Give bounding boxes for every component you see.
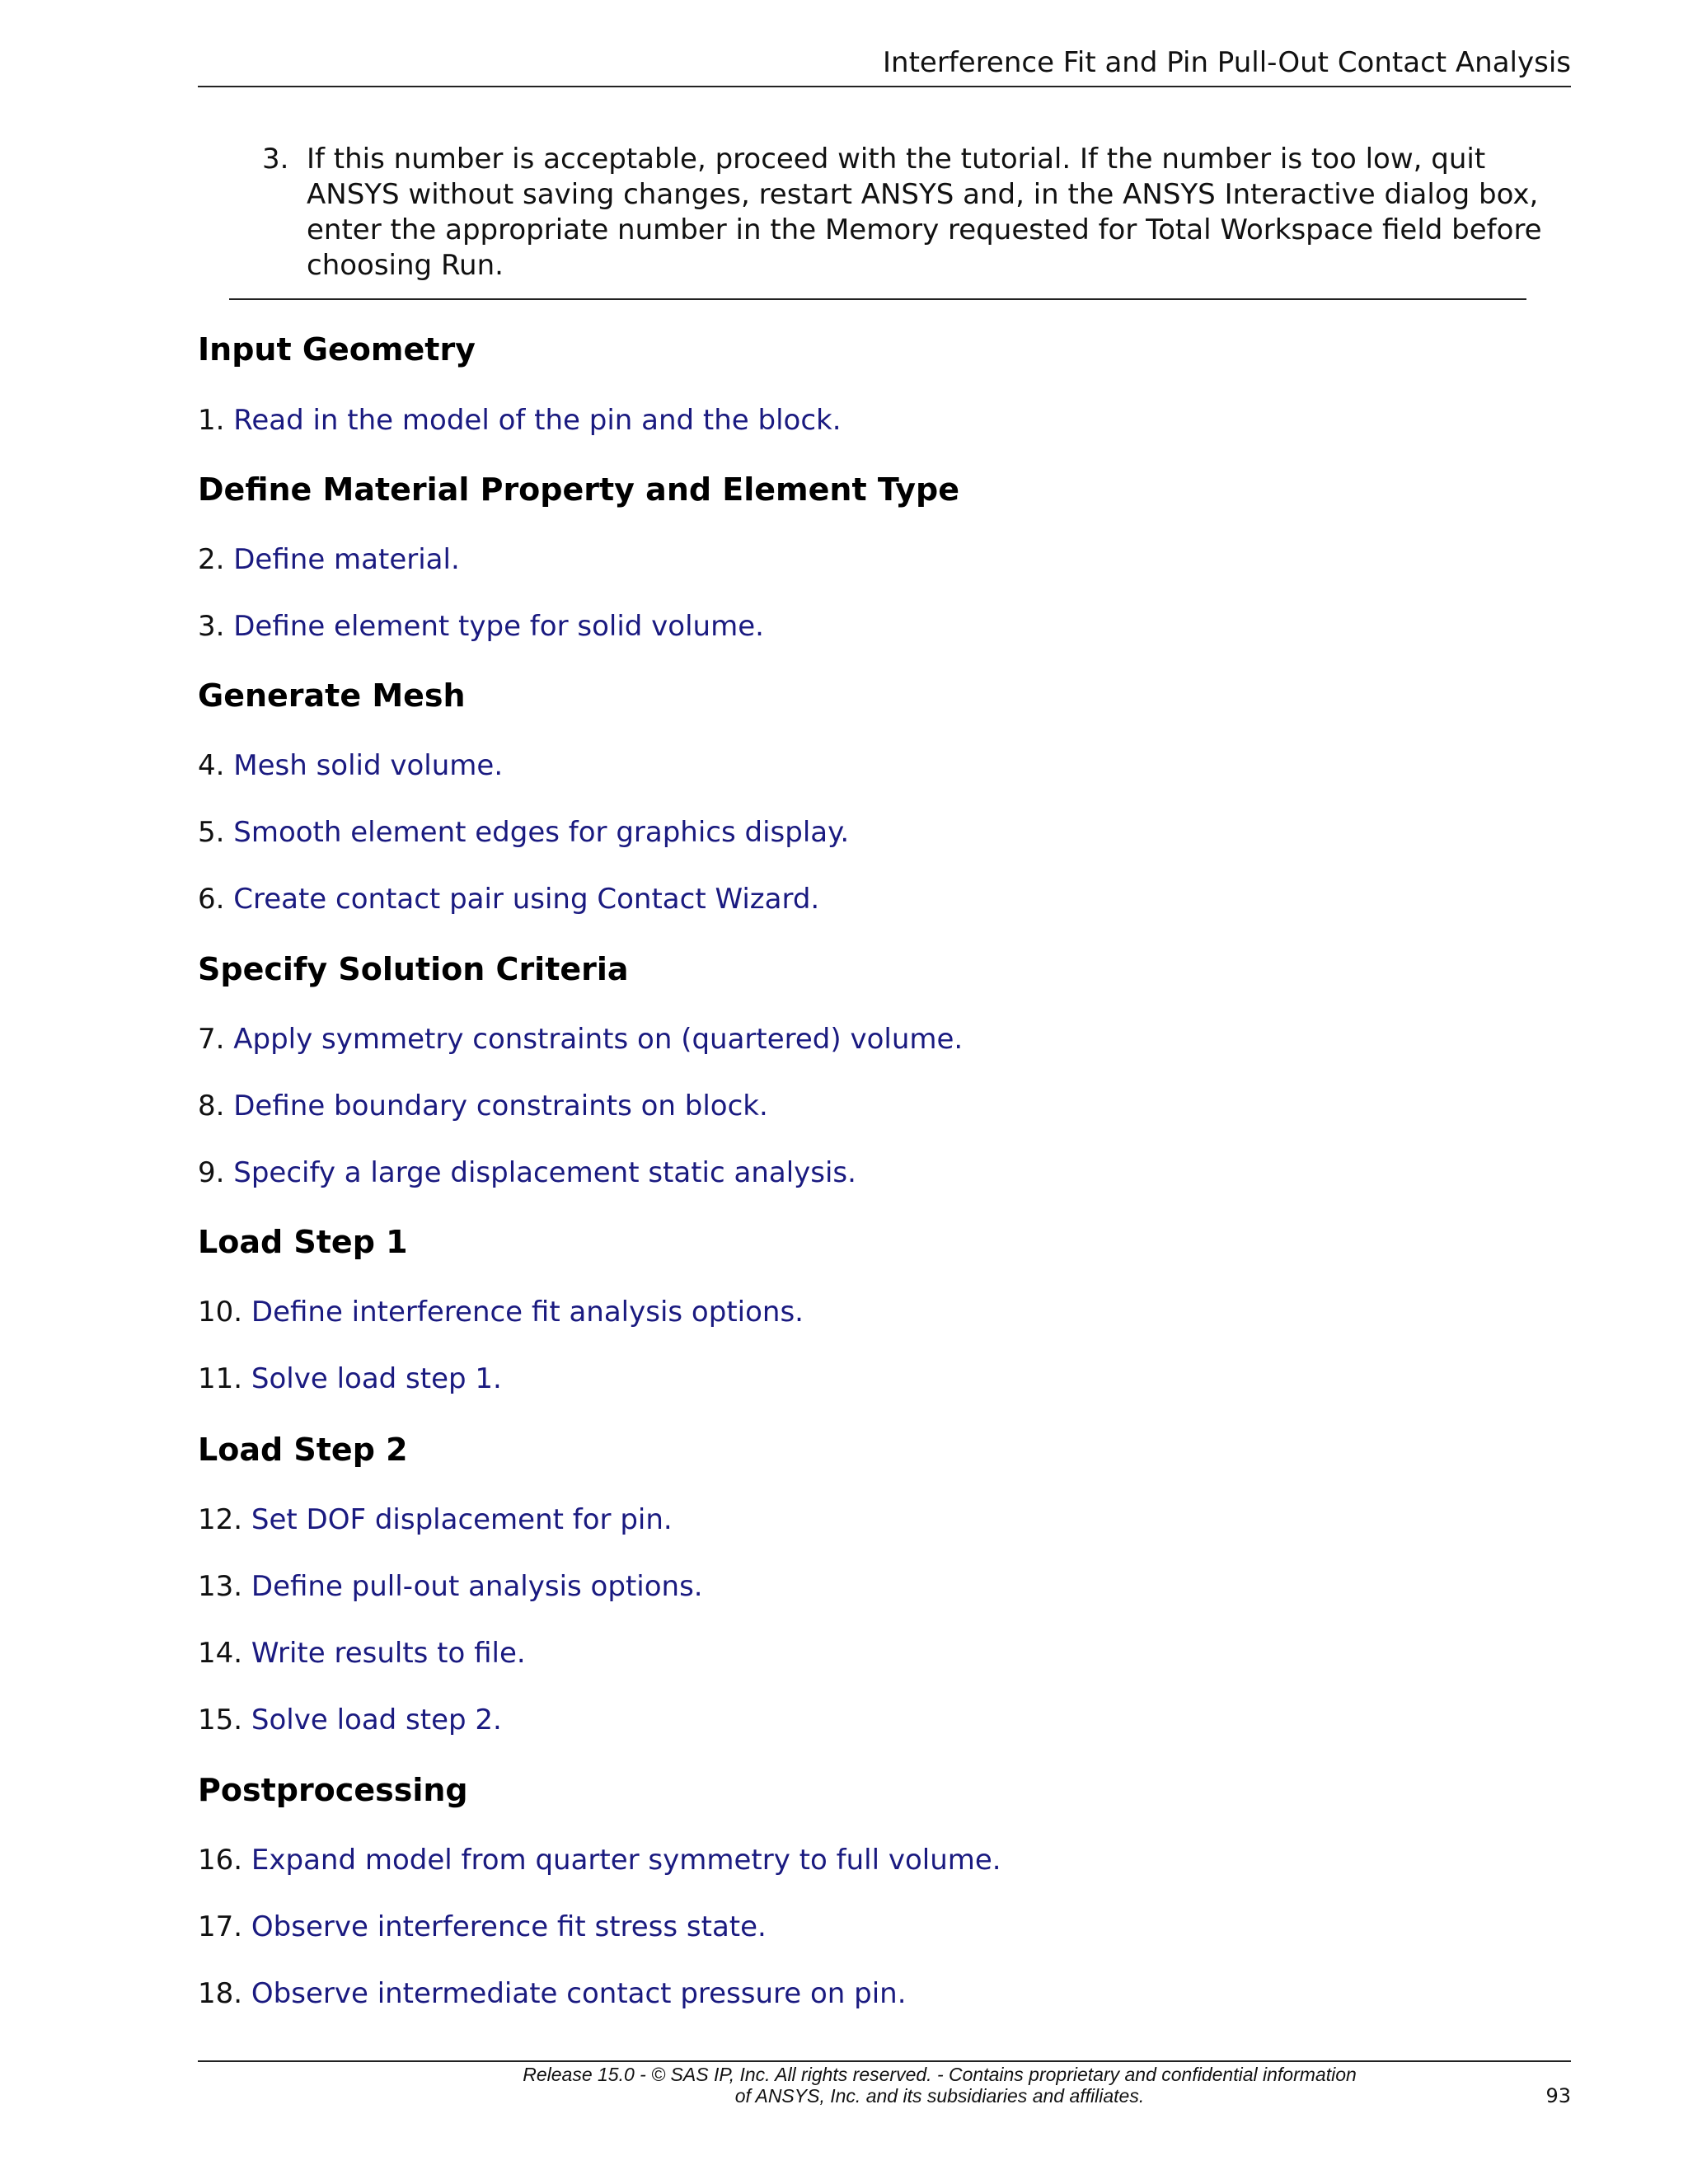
footer-line-1: Release 15.0 - © SAS IP, Inc. All rights reserved. - Contains proprietary and confidential information <box>523 2064 1357 2085</box>
intro-step <box>262 142 1548 284</box>
step-link-interference-fit-options[interactable]: Define interference fit analysis options. <box>251 1296 804 1329</box>
step-number: 14. <box>198 1637 251 1670</box>
step-number: 10. <box>198 1296 251 1329</box>
step-number: 8. <box>198 1090 234 1122</box>
step-link-contact-wizard[interactable]: Create contact pair using Contact Wizard. <box>233 883 820 916</box>
step-link-smooth-edges[interactable]: Smooth element edges for graphics display. <box>233 816 850 849</box>
step-link-boundary-constraints[interactable]: Define boundary constraints on block. <box>233 1090 768 1122</box>
step-link-solve-load-step-1[interactable]: Solve load step 1. <box>251 1362 502 1395</box>
step-number: 4. <box>198 749 234 782</box>
step-8 <box>198 1086 768 1126</box>
step-16 <box>198 1840 1001 1880</box>
step-number: 11. <box>198 1362 251 1395</box>
step-link-stress-state[interactable]: Observe interference fit stress state. <box>251 1910 767 1943</box>
step-link-solve-load-step-2[interactable]: Solve load step 2. <box>251 1704 502 1736</box>
step-4 <box>198 746 503 785</box>
step-number: 15. <box>198 1704 251 1736</box>
step-number: 2. <box>198 543 234 576</box>
step-number: 17. <box>198 1910 251 1943</box>
intro-step-number: 3. <box>262 143 289 176</box>
section-rule <box>229 298 1526 300</box>
step-15 <box>198 1700 502 1740</box>
step-13 <box>198 1567 703 1606</box>
step-number: 7. <box>198 1023 234 1056</box>
step-link-expand-model[interactable]: Expand model from quarter symmetry to full volume. <box>251 1844 1001 1877</box>
step-14 <box>198 1633 526 1673</box>
step-7 <box>198 1019 963 1059</box>
step-2 <box>198 540 460 579</box>
section-heading-load-step-2: Load Step 2 <box>198 1432 408 1468</box>
section-heading-input-geometry: Input Geometry <box>198 331 476 368</box>
step-link-define-element-type[interactable]: Define element type for solid volume. <box>233 610 764 643</box>
step-link-pull-out-options[interactable]: Define pull-out analysis options. <box>251 1570 703 1603</box>
section-heading-solution-criteria: Specify Solution Criteria <box>198 951 629 987</box>
step-12 <box>198 1500 673 1540</box>
step-link-mesh-solid-volume[interactable]: Mesh solid volume. <box>233 749 504 782</box>
step-link-contact-pressure[interactable]: Observe intermediate contact pressure on pin. <box>251 1977 907 2010</box>
step-number: 9. <box>198 1156 234 1189</box>
step-number: 12. <box>198 1503 251 1536</box>
section-heading-generate-mesh: Generate Mesh <box>198 677 466 714</box>
intro-step-text: If this number is acceptable, proceed with the tutorial. If the number is too low, quit ANSYS without saving changes, restart ANSYS and, in the ANSYS Interactive dialog box, enter the appropriate number in the Memory requested for Total Workspace field before choosing Run. <box>307 143 1542 282</box>
step-5 <box>198 813 849 852</box>
step-link-write-results[interactable]: Write results to file. <box>251 1637 526 1670</box>
step-9 <box>198 1153 856 1193</box>
step-6 <box>198 879 819 919</box>
step-link-symmetry-constraints[interactable]: Apply symmetry constraints on (quartered) volume. <box>233 1023 964 1056</box>
step-link-static-analysis[interactable]: Specify a large displacement static analysis. <box>233 1156 856 1189</box>
step-number: 6. <box>198 883 234 916</box>
page-number: 93 <box>1545 2084 1571 2107</box>
step-17 <box>198 1907 767 1947</box>
section-heading-postprocessing: Postprocessing <box>198 1772 468 1808</box>
step-number: 3. <box>198 610 234 643</box>
step-number: 1. <box>198 404 234 437</box>
header-rule <box>198 86 1571 87</box>
section-heading-define-material: Define Material Property and Element Type <box>198 471 960 508</box>
step-number: 18. <box>198 1977 251 2010</box>
section-heading-load-step-1: Load Step 1 <box>198 1224 408 1260</box>
step-link-dof-displacement[interactable]: Set DOF displacement for pin. <box>251 1503 673 1536</box>
running-header: Interference Fit and Pin Pull-Out Contact Analysis <box>883 46 1571 79</box>
step-1 <box>198 401 842 440</box>
step-18 <box>198 1974 907 2013</box>
step-link-define-material[interactable]: Define material. <box>233 543 460 576</box>
step-link-read-model[interactable]: Read in the model of the pin and the block. <box>233 404 842 437</box>
step-11 <box>198 1359 502 1399</box>
step-10 <box>198 1292 804 1332</box>
step-number: 5. <box>198 816 234 849</box>
step-number: 16. <box>198 1844 251 1877</box>
footer-rule <box>198 2060 1571 2062</box>
footer-copyright <box>330 2064 1550 2107</box>
footer-line-2: of ANSYS, Inc. and its subsidiaries and affiliates. <box>734 2085 1145 2107</box>
step-3 <box>198 607 764 646</box>
step-number: 13. <box>198 1570 251 1603</box>
